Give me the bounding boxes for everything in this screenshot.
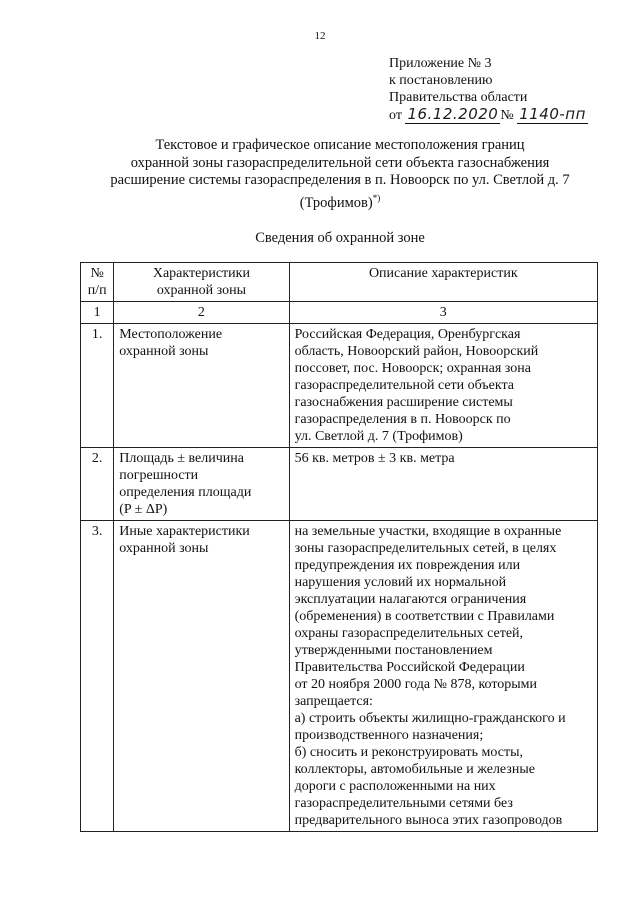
table-row bbox=[81, 448, 598, 521]
footnote-mark: *) bbox=[372, 192, 381, 203]
handwritten-number: 1140-пп bbox=[519, 105, 586, 123]
row-characteristic: Иные характеристики охранной зоны bbox=[114, 521, 289, 832]
title-line-2: охранной зоны газораспределительной сети объекта газоснабжения bbox=[130, 154, 550, 171]
header-description: Описание характеристик bbox=[289, 263, 597, 302]
table-header-row bbox=[81, 263, 598, 302]
appendix-date-line bbox=[389, 106, 588, 124]
protection-zone-table bbox=[80, 262, 598, 832]
row-characteristic: Площадь ± величина погрешности определения площади (P ± ΔP) bbox=[114, 448, 289, 521]
section-subtitle: Сведения об охранной зоне bbox=[255, 230, 425, 246]
title-line-1: Текстовое и графическое описание местоположения границ bbox=[155, 137, 525, 153]
column-number: 1 bbox=[81, 302, 114, 324]
table-row bbox=[81, 521, 598, 832]
appendix-resolution: к постановлению bbox=[389, 73, 493, 88]
header-characteristics: Характеристики охранной зоны bbox=[114, 263, 289, 302]
column-number: 3 bbox=[289, 302, 597, 324]
handwritten-date: 16.12.2020 bbox=[407, 105, 499, 123]
document-title bbox=[80, 137, 600, 212]
row-number: 1. bbox=[81, 324, 114, 448]
row-number: 3. bbox=[81, 521, 114, 832]
page-number: 12 bbox=[314, 30, 326, 42]
row-description: на земельные участки, входящие в охранные зоны газораспределительных сетей, в целях предупреждения их повреждения или нарушения условий их нормальной эксплуатации налагаются ограничения (обременения) в соответствии с Правилами охраны газораспределительных сетей, утвержденными постановлением Правительства Российской Федерации от 20 ноября 2000 года № 878, которыми запрещается: а) строить объекты жилищно-гражданского и производственного назначения; б) сносить и реконструировать мосты, коллекторы, автомобильные и железные дороги с расположенными на них газораспределительными сетями без предварительного выноса этих газопроводов bbox=[289, 521, 597, 832]
title-line-4 bbox=[80, 190, 600, 212]
column-numbers-row bbox=[81, 302, 598, 324]
number-sign: № bbox=[500, 108, 514, 123]
row-number: 2. bbox=[81, 448, 114, 521]
row-characteristic: Местоположение охранной зоны bbox=[114, 324, 289, 448]
title-line-3: расширение системы газораспределения в п. Новоорск по ул. Светлой д. 7 bbox=[110, 172, 570, 188]
appendix-block bbox=[389, 55, 588, 124]
appendix-title: Приложение № 3 bbox=[389, 56, 492, 71]
date-prefix: от bbox=[389, 108, 402, 123]
appendix-government: Правительства области bbox=[389, 90, 528, 105]
column-number: 2 bbox=[114, 302, 289, 324]
header-number: № п/п bbox=[81, 263, 114, 302]
row-description: Российская Федерация, Оренбургская область, Новоорский район, Новоорский поссовет, пос. Новоорск; охранная зона газораспределительной сети объекта газоснабжения расширение системы газораспределения в п. Новоорск по ул. Светлой д. 7 (Трофимов) bbox=[289, 324, 597, 448]
row-description: 56 кв. метров ± 3 кв. метра bbox=[289, 448, 597, 521]
title-owner: (Трофимов) bbox=[299, 194, 373, 211]
table-row bbox=[81, 324, 598, 448]
